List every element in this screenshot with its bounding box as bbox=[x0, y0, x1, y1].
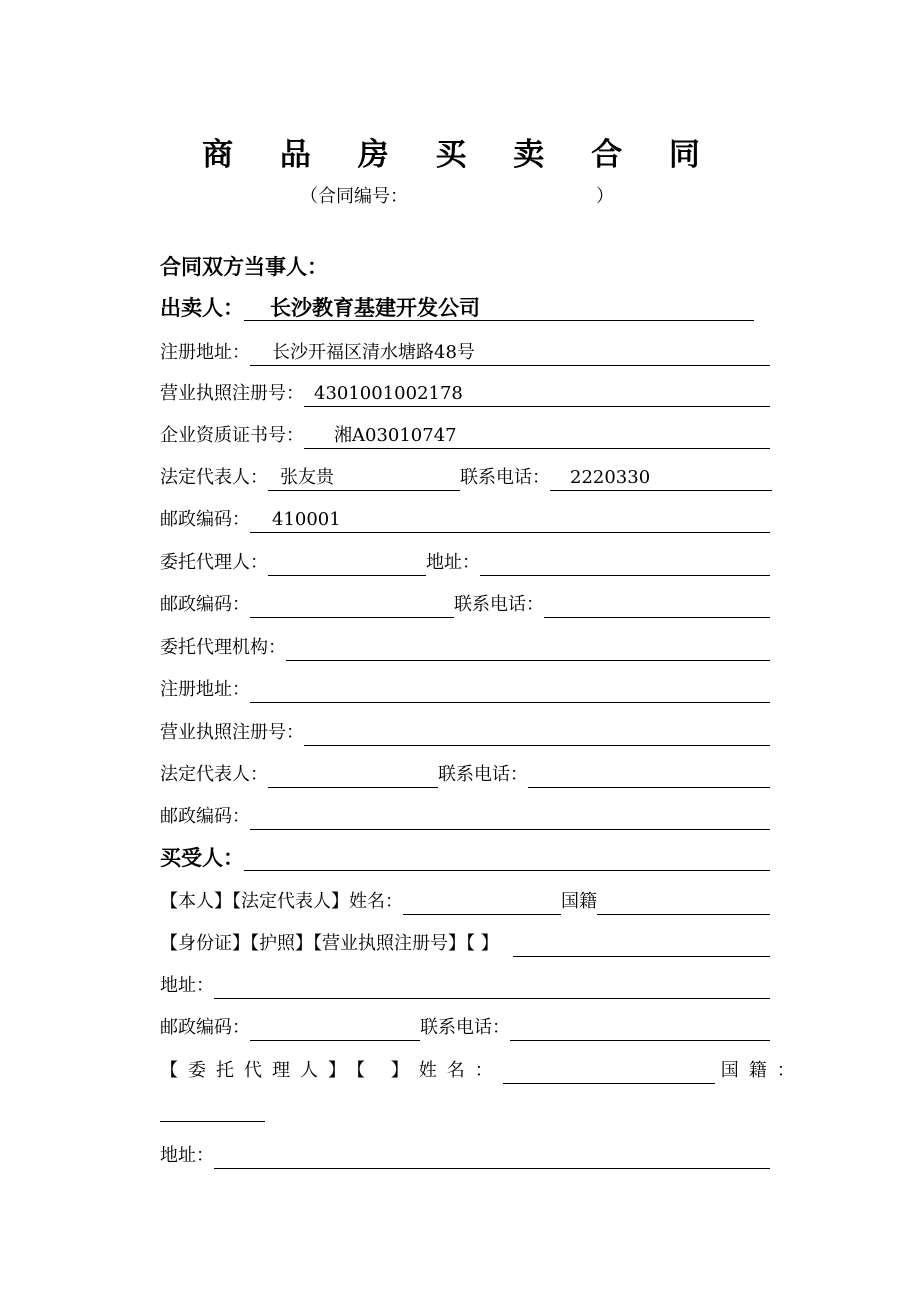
buyer-id-label: 【身份证】【护照】【营业执照注册号】【 】 bbox=[160, 933, 499, 954]
buyer-id-row bbox=[160, 927, 770, 957]
seller-qualification-no: 湘A03010747 bbox=[334, 425, 457, 446]
agent-address-field[interactable] bbox=[480, 550, 770, 576]
agency-reg-address-field[interactable] bbox=[250, 677, 770, 703]
agency-label: 委托代理机构： bbox=[160, 637, 286, 658]
seller-license-row bbox=[160, 377, 770, 407]
seller-postcode-label: 邮政编码： bbox=[160, 509, 250, 530]
agent-phone-field[interactable] bbox=[544, 592, 770, 618]
agent-label: 委托代理人： bbox=[160, 552, 268, 573]
buyer-agent-name-field[interactable] bbox=[503, 1058, 715, 1084]
seller-label: 出卖人： bbox=[160, 296, 244, 320]
seller-postcode-field[interactable] bbox=[250, 507, 770, 533]
seller-row bbox=[160, 291, 754, 321]
agent-name-field[interactable] bbox=[268, 550, 426, 576]
buyer-person-label: 【本人】【法定代表人】姓名： bbox=[160, 891, 403, 912]
buyer-agent-row bbox=[160, 1054, 805, 1084]
buyer-nationality-label: 国籍 bbox=[561, 891, 597, 912]
buyer-agent-address-label: 地址： bbox=[160, 1145, 214, 1166]
buyer-address-row bbox=[160, 969, 770, 999]
seller-legal-rep: 张友贵 bbox=[280, 467, 334, 488]
agency-postcode-field[interactable] bbox=[250, 804, 770, 830]
seller-postcode-row bbox=[160, 503, 770, 533]
seller-license-field[interactable] bbox=[304, 381, 770, 407]
agency-legal-rep-row bbox=[160, 758, 770, 788]
buyer-person-name-field[interactable] bbox=[403, 889, 561, 915]
contract-number-label: （合同编号： bbox=[300, 186, 408, 207]
buyer-address-field[interactable] bbox=[214, 973, 770, 999]
agent-postcode-field[interactable] bbox=[250, 592, 454, 618]
seller-postcode: 410001 bbox=[272, 509, 341, 530]
agency-row bbox=[160, 631, 770, 661]
buyer-agent-label: 【委托代理人】【 】姓名： bbox=[160, 1060, 503, 1081]
seller-phone-label: 联系电话： bbox=[460, 467, 550, 488]
buyer-agent-nationality-field[interactable] bbox=[160, 1096, 265, 1122]
agency-field[interactable] bbox=[286, 635, 770, 661]
buyer-id-field[interactable] bbox=[513, 931, 770, 957]
buyer-agent-address-row bbox=[160, 1139, 770, 1169]
agent-address-label: 地址： bbox=[426, 552, 480, 573]
agent-postcode-label: 邮政编码： bbox=[160, 594, 250, 615]
seller-name: 长沙教育基建开发公司 bbox=[270, 296, 480, 320]
buyer-postcode-field[interactable] bbox=[250, 1015, 420, 1041]
contract-number-close: ） bbox=[596, 186, 614, 207]
seller-phone: 2220330 bbox=[570, 467, 651, 488]
agency-phone-field[interactable] bbox=[528, 762, 770, 788]
buyer-phone-label: 联系电话： bbox=[420, 1017, 510, 1038]
seller-reg-address-label: 注册地址： bbox=[160, 342, 250, 363]
buyer-agent-address-field[interactable] bbox=[214, 1143, 770, 1169]
buyer-postcode-label: 邮政编码： bbox=[160, 1017, 250, 1038]
buyer-address-label: 地址： bbox=[160, 975, 214, 996]
buyer-nationality-field[interactable] bbox=[597, 889, 770, 915]
agent-phone-label: 联系电话： bbox=[454, 594, 544, 615]
seller-legal-rep-row bbox=[160, 461, 772, 491]
agent-row bbox=[160, 546, 770, 576]
agency-reg-address-row bbox=[160, 673, 770, 703]
seller-phone-field[interactable] bbox=[550, 465, 772, 491]
seller-qualification-row bbox=[160, 419, 770, 449]
agency-license-label: 营业执照注册号： bbox=[160, 722, 304, 743]
buyer-person-row bbox=[160, 885, 770, 915]
buyer-postcode-row bbox=[160, 1011, 770, 1041]
contract-number bbox=[300, 184, 614, 210]
seller-license-no: 4301001002178 bbox=[314, 383, 463, 404]
seller-qualification-field[interactable] bbox=[304, 423, 770, 449]
agency-postcode-label: 邮政编码： bbox=[160, 806, 250, 827]
buyer-name-field[interactable] bbox=[244, 845, 770, 871]
agency-phone-label: 联系电话： bbox=[438, 764, 528, 785]
agent-postcode-row bbox=[160, 588, 770, 618]
agency-legal-rep-field[interactable] bbox=[268, 762, 438, 788]
seller-name-field[interactable] bbox=[244, 295, 754, 321]
seller-reg-address-field[interactable] bbox=[250, 340, 770, 366]
seller-reg-address: 长沙开福区清水塘路48号 bbox=[272, 342, 475, 363]
buyer-phone-field[interactable] bbox=[510, 1015, 770, 1041]
seller-legal-rep-field[interactable] bbox=[268, 465, 460, 491]
buyer-row bbox=[160, 841, 770, 871]
agency-license-field[interactable] bbox=[304, 720, 770, 746]
agency-legal-rep-label: 法定代表人： bbox=[160, 764, 268, 785]
seller-license-label: 营业执照注册号： bbox=[160, 383, 304, 404]
agency-license-row bbox=[160, 716, 770, 746]
document-title: 商 品 房 买 卖 合 同 bbox=[202, 137, 718, 173]
parties-heading-row bbox=[160, 250, 770, 280]
buyer-agent-nationality-label: 国籍： bbox=[720, 1060, 805, 1081]
buyer-label: 买受人： bbox=[160, 846, 244, 870]
agency-reg-address-label: 注册地址： bbox=[160, 679, 250, 700]
seller-legal-rep-label: 法定代表人： bbox=[160, 467, 268, 488]
seller-reg-address-row bbox=[160, 336, 770, 366]
agency-postcode-row bbox=[160, 800, 770, 830]
seller-qualification-label: 企业资质证书号： bbox=[160, 425, 304, 446]
parties-heading: 合同双方当事人： bbox=[160, 255, 328, 279]
